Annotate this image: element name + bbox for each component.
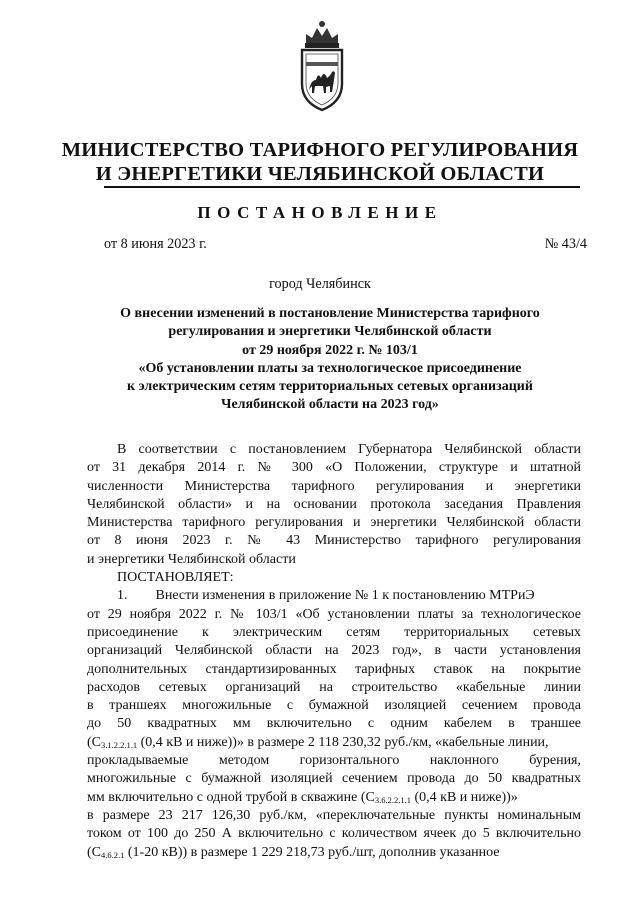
preamble-line: Министерства тарифного регулирования и энергетики Челябинской области — [87, 515, 581, 531]
item1-line: в траншеях многожильные с бумажной изоляцией сечением провода — [87, 698, 581, 714]
subject-line: «Об установлении платы за технологическое присоединение — [138, 360, 522, 376]
preamble-line: и энергетики Челябинской области — [87, 551, 296, 567]
c1-prefix: (С — [87, 734, 101, 750]
c2-subscript: 3.6.2.2.1.1 — [374, 794, 411, 805]
item1-line: расходов сетевых организаций на строительство «кабельные линии — [87, 679, 581, 695]
item1-line-c2 — [87, 789, 581, 807]
subject-line: от 29 ноября 2022 г. № 103/1 — [242, 342, 418, 358]
item1-line: дополнительных стандартизированных тарифных ставок на покрытие — [87, 661, 581, 677]
preamble-line: от 31 декабря 2014 г. № 300 «О Положении, структуре и штатной — [87, 460, 581, 476]
ministry-title-line1: МИНИСТЕРСТВО ТАРИФНОГО РЕГУЛИРОВАНИЯ — [61, 139, 579, 161]
item1-line: присоединение к электрическим сетям территориальных сетевых — [87, 624, 581, 640]
c2-prefix: мм включительно с одной трубой в скважине (С — [87, 789, 375, 805]
c3-prefix: (С — [87, 844, 101, 860]
preamble-line: от 8 июня 2023 г. № 43 Министерство тарифного регулирования — [87, 533, 581, 549]
preamble-line: В соответствии с постановлением Губернатора Челябинской области — [117, 442, 581, 457]
c3-text: (1-20 кВ)) в размере 1 229 218,73 руб./шт, дополнив указанное — [124, 844, 500, 860]
c3-subscript: 4.6.2.1 — [101, 849, 125, 860]
document-number: № 43/4 — [544, 236, 587, 252]
subject-line: регулирования и энергетики Челябинской области — [168, 324, 492, 340]
item1-line: током от 100 до 250 А включительно с количеством ячеек до 5 включительно — [87, 826, 581, 842]
item1-line-c3 — [87, 844, 581, 862]
coat-of-arms-emblem — [296, 14, 348, 114]
document-date: от 8 июня 2023 г. — [104, 236, 207, 252]
c2-text: (0,4 кВ и ниже))» — [411, 789, 518, 805]
item1-line: многожильные с бумажной изоляцией сечением провода до 50 квадратных — [87, 771, 581, 787]
item1-first-line — [87, 587, 581, 605]
document-city: город Челябинск — [269, 276, 371, 292]
item1-line: от 29 ноября 2022 г. № 103/1 «Об установлении платы за технологическое — [87, 606, 581, 622]
c1-subscript: 3.1.2.2.1.1 — [101, 739, 138, 750]
item1-line: до 50 квадратных мм включительно с одним кабелем в траншее — [87, 716, 581, 732]
document-type: ПОСТАНОВЛЕНИЕ — [197, 203, 443, 222]
item1-line: в размере 23 217 126,30 руб./км, «переключательные пункты номинальным — [87, 807, 581, 823]
preamble-line: Челябинской области» и на основании протокола заседания Правления — [87, 496, 581, 512]
resolves-heading: ПОСТАНОВЛЯЕТ: — [117, 570, 234, 586]
c1-text: (0,4 кВ и ниже))» в размере 2 118 230,32 руб./км, «кабельные линии, — [137, 734, 549, 750]
document-body — [87, 441, 581, 862]
item1-text: Внести изменения в приложение № 1 к постановлению МТРиЭ — [155, 588, 535, 604]
item1-line-c1 — [87, 734, 581, 752]
subject-line: Челябинской области на 2023 год» — [221, 397, 439, 413]
item1-line: прокладываемые методом горизонтального наклонного бурения, — [87, 753, 581, 769]
subject-line: О внесении изменений в постановление Министерства тарифного — [120, 306, 540, 321]
subject-line: к электрическим сетям территориальных сетевых организаций — [127, 379, 533, 395]
preamble-line: численности Министерства тарифного регулирования и энергетики — [87, 478, 581, 494]
header-divider — [104, 186, 580, 188]
item1-line: организаций Челябинской области на 2023 год», в части установления — [87, 643, 581, 659]
document-subject — [80, 305, 580, 415]
ministry-title-line2: И ЭНЕРГЕТИКИ ЧЕЛЯБИНСКОЙ ОБЛАСТИ — [95, 163, 545, 185]
item1-number: 1. — [117, 588, 128, 604]
